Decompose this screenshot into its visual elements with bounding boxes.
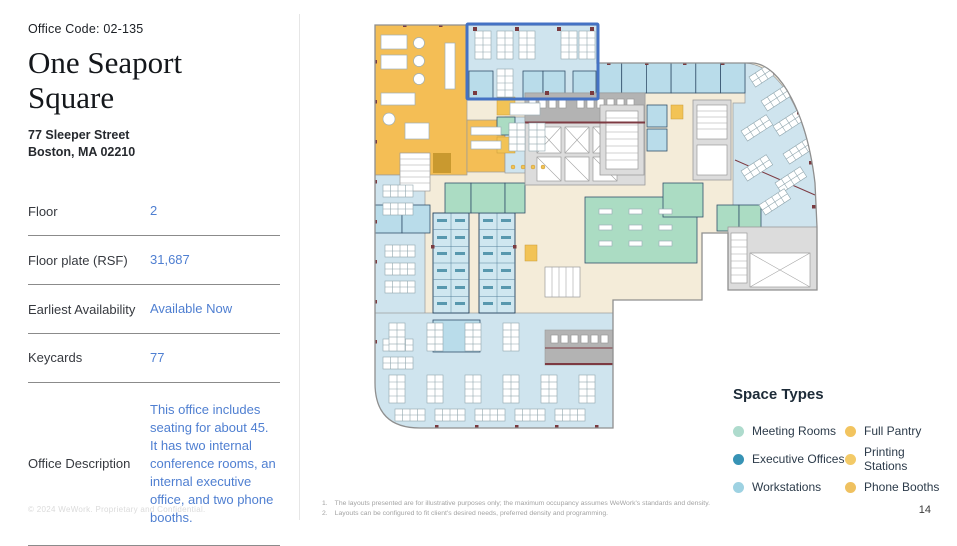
- full-pantry-dot-icon: [845, 426, 856, 437]
- legend-label: Printing Stations: [864, 445, 908, 473]
- title-line-2: Square: [28, 79, 115, 115]
- legend-label: Full Pantry: [864, 424, 922, 438]
- meeting-rooms-dot-icon: [733, 426, 744, 437]
- row-value: This office includes seating for about 45. It has two internal conference rooms, an internal executive office, and two phone booths.: [150, 401, 280, 525]
- table-row-keycards: [28, 334, 280, 383]
- row-label: Floor: [28, 203, 58, 219]
- table-row-description: [28, 383, 280, 546]
- phone-booths-dot-icon: [845, 482, 856, 493]
- pantry-feature: [433, 153, 451, 173]
- row-label: Earliest Availability: [28, 301, 136, 317]
- space-types-legend: [733, 386, 948, 501]
- footnotes: [322, 499, 942, 519]
- row-label: Office Description: [28, 456, 131, 472]
- property-panel: [28, 22, 280, 546]
- workstations-dot-icon: [733, 482, 744, 493]
- footnote-text: The layouts presented are for illustrative purposes only; the maximum occupancy assumes WeWork's standards and density.: [334, 500, 710, 507]
- address: [28, 127, 280, 161]
- address-city: Boston, MA 02210: [28, 145, 136, 160]
- legend-label: Executive Offices: [752, 452, 845, 466]
- legend-item-executive-offices: [733, 452, 845, 466]
- table-row-floor: [28, 187, 280, 236]
- legend-item-printing-stations: [845, 445, 948, 473]
- row-label: Keycards: [28, 350, 83, 366]
- legend-label: Phone Booths: [864, 480, 940, 494]
- page-title: [28, 46, 280, 115]
- title-line-1: One Seaport: [28, 45, 183, 80]
- page-number: 14: [918, 504, 931, 516]
- footnote-text: Layouts can be configured to fit client's desired needs, preferred density and programming.: [334, 510, 609, 518]
- legend-title: Space Types: [733, 386, 824, 403]
- legend-item-full-pantry: [845, 424, 948, 438]
- footnote-number: 1.: [322, 500, 328, 507]
- table-row-floor-plate: [28, 236, 280, 285]
- address-street: 77 Sleeper Street: [28, 128, 130, 143]
- printing-stations-dot-icon: [845, 454, 856, 465]
- row-value: 2: [150, 203, 158, 219]
- row-label: Floor plate (RSF): [28, 252, 128, 268]
- executive-offices-dot-icon: [733, 454, 744, 465]
- legend-item-workstations: [733, 480, 845, 494]
- table-row-availability: [28, 285, 280, 334]
- legend-item-phone-booths: [845, 480, 948, 494]
- row-value: Available Now: [150, 301, 233, 317]
- row-value: 31,687: [150, 252, 190, 268]
- office-code: Office Code: 02-135: [28, 22, 144, 36]
- copyright-text: © 2024 WeWork. Proprietary and Confidential.: [28, 505, 206, 514]
- footnote-2: [322, 509, 942, 519]
- footnote-1: [322, 499, 942, 509]
- legend-label: Workstations: [752, 480, 822, 494]
- row-value: 77: [150, 350, 165, 365]
- legend-item-meeting-rooms: [733, 424, 845, 438]
- panel-divider: [299, 14, 300, 520]
- details-table: [28, 187, 280, 545]
- footnote-number: 2.: [322, 510, 328, 518]
- legend-label: Meeting Rooms: [752, 424, 837, 438]
